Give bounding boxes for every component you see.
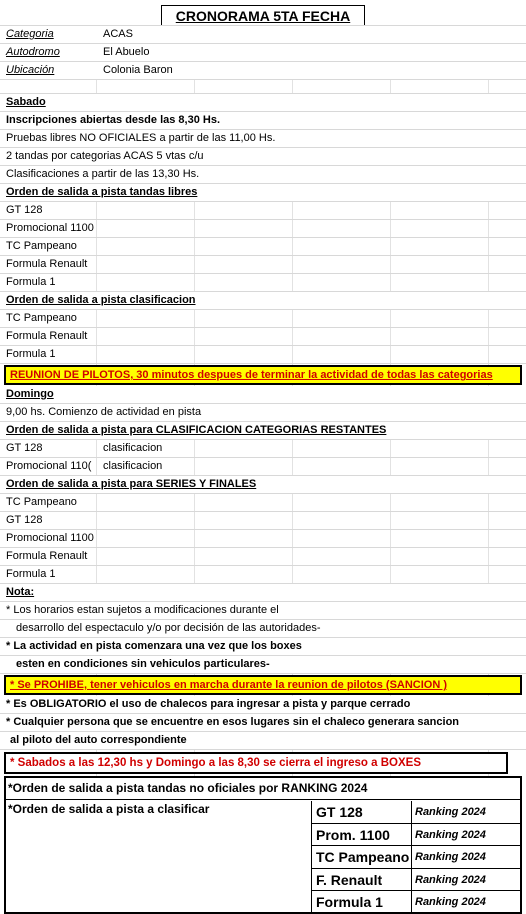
- category-name: Promocional 110(: [6, 460, 92, 472]
- list-item: TC Pampeano: [0, 494, 526, 512]
- page-title: CRONORAMA 5TA FECHA: [161, 5, 365, 25]
- list-item: [0, 458, 526, 476]
- ranking-table: [312, 801, 520, 912]
- prohibe-banner: * Se PROHIBE, tener vehiculos en marcha durante la reunion de pilotos (SANCION ): [4, 675, 522, 695]
- list-item: Formula Renault: [0, 256, 526, 274]
- note-line: * Cualquier persona que se encuentre en esos lugares sin el chaleco generara sancion: [0, 714, 526, 732]
- nota-heading: Nota:: [0, 584, 526, 602]
- note-line: * Los horarios estan sujetos a modificaciones durante el: [0, 602, 526, 620]
- table-row: [312, 824, 520, 847]
- text-row: Pruebas libres NO OFICIALES a partir de las 11,00 Hs.: [0, 130, 526, 148]
- spacer-row: [0, 80, 526, 94]
- list-item: Formula 1: [0, 346, 526, 364]
- reunion-banner: REUNION DE PILOTOS, 30 minutos despues de terminar la actividad de todas las categorias: [4, 365, 522, 385]
- ranking-category: GT 128: [312, 801, 412, 823]
- table-row: [312, 846, 520, 869]
- section-heading: Domingo: [0, 386, 526, 404]
- note-line: desarrollo del espectaculo y/o por decisión de las autoridades-: [0, 620, 526, 638]
- note-line: esten en condiciones sin vehiculos particulares-: [0, 656, 526, 674]
- ranking-category: Formula 1: [312, 891, 412, 914]
- table-row: [312, 869, 520, 892]
- info-row: [0, 62, 526, 80]
- list-item: Formula 1: [0, 566, 526, 584]
- list-item: [0, 440, 526, 458]
- ranking-box: [4, 776, 522, 914]
- subsection-heading: Orden de salida a pista para CLASIFICACION CATEGORIAS RESTANTES: [0, 422, 526, 440]
- text-row: Clasificaciones a partir de las 13,30 Hs.: [0, 166, 526, 184]
- info-label: Categoria: [6, 28, 54, 40]
- ranking-value: Ranking 2024: [415, 896, 486, 908]
- info-value: Colonia Baron: [103, 64, 173, 76]
- ranking-category: TC Pampeano: [312, 846, 412, 868]
- table-row: [312, 801, 520, 824]
- section-heading: Sabado: [0, 94, 526, 112]
- note-line: * Es OBLIGATORIO el uso de chalecos para ingresar a pista y parque cerrado: [0, 696, 526, 714]
- info-value: El Abuelo: [103, 46, 150, 58]
- ranking-value: Ranking 2024: [415, 828, 486, 841]
- subsection-heading: Orden de salida a pista para SERIES Y FINALES: [0, 476, 526, 494]
- note-line: al piloto del auto correspondiente: [0, 732, 526, 750]
- info-value: ACAS: [103, 28, 133, 40]
- category-note: clasificacion: [103, 442, 163, 454]
- list-item: GT 128: [0, 512, 526, 530]
- note-line: * La actividad en pista comenzara una vez que los boxes: [0, 638, 526, 656]
- list-item: Promocional 1100: [0, 220, 526, 238]
- subsection-heading: Orden de salida a pista tandas libres: [0, 184, 526, 202]
- list-item: GT 128: [0, 202, 526, 220]
- list-item: Formula Renault: [0, 328, 526, 346]
- list-item: TC Pampeano: [0, 238, 526, 256]
- table-row: [312, 891, 520, 914]
- ranking-left-label: *Orden de salida a pista a clasificar: [6, 801, 312, 912]
- list-item: TC Pampeano: [0, 310, 526, 328]
- ranking-category: F. Renault: [312, 869, 412, 891]
- ranking-value: Ranking 2024: [415, 873, 486, 886]
- list-item: Formula 1: [0, 274, 526, 292]
- ranking-value: Ranking 2024: [415, 851, 486, 863]
- category-name: GT 128: [6, 442, 43, 454]
- info-label: Ubicación: [6, 64, 55, 76]
- ranking-heading: *Orden de salida a pista tandas no oficiales por RANKING 2024: [6, 778, 520, 800]
- list-item: Promocional 1100: [0, 530, 526, 548]
- ranking-category: Prom. 1100: [312, 824, 412, 846]
- text-row: 9,00 hs. Comienzo de actividad en pista: [0, 404, 526, 422]
- list-item: Formula Renault: [0, 548, 526, 566]
- info-label: Autodromo: [6, 46, 60, 58]
- text-row: 2 tandas por categorias ACAS 5 vtas c/u: [0, 148, 526, 166]
- category-note: clasificacion: [103, 460, 163, 472]
- info-row: [0, 44, 526, 62]
- subsection-heading: Orden de salida a pista clasificacion: [0, 292, 526, 310]
- info-row: [0, 26, 526, 44]
- ranking-value: Ranking 2024: [415, 806, 486, 818]
- title-row: [0, 0, 526, 26]
- text-row: Inscripciones abiertas desde las 8,30 Hs.: [0, 112, 526, 130]
- cierre-banner: * Sabados a las 12,30 hs y Domingo a las 8,30 se cierra el ingreso a BOXES: [4, 752, 508, 774]
